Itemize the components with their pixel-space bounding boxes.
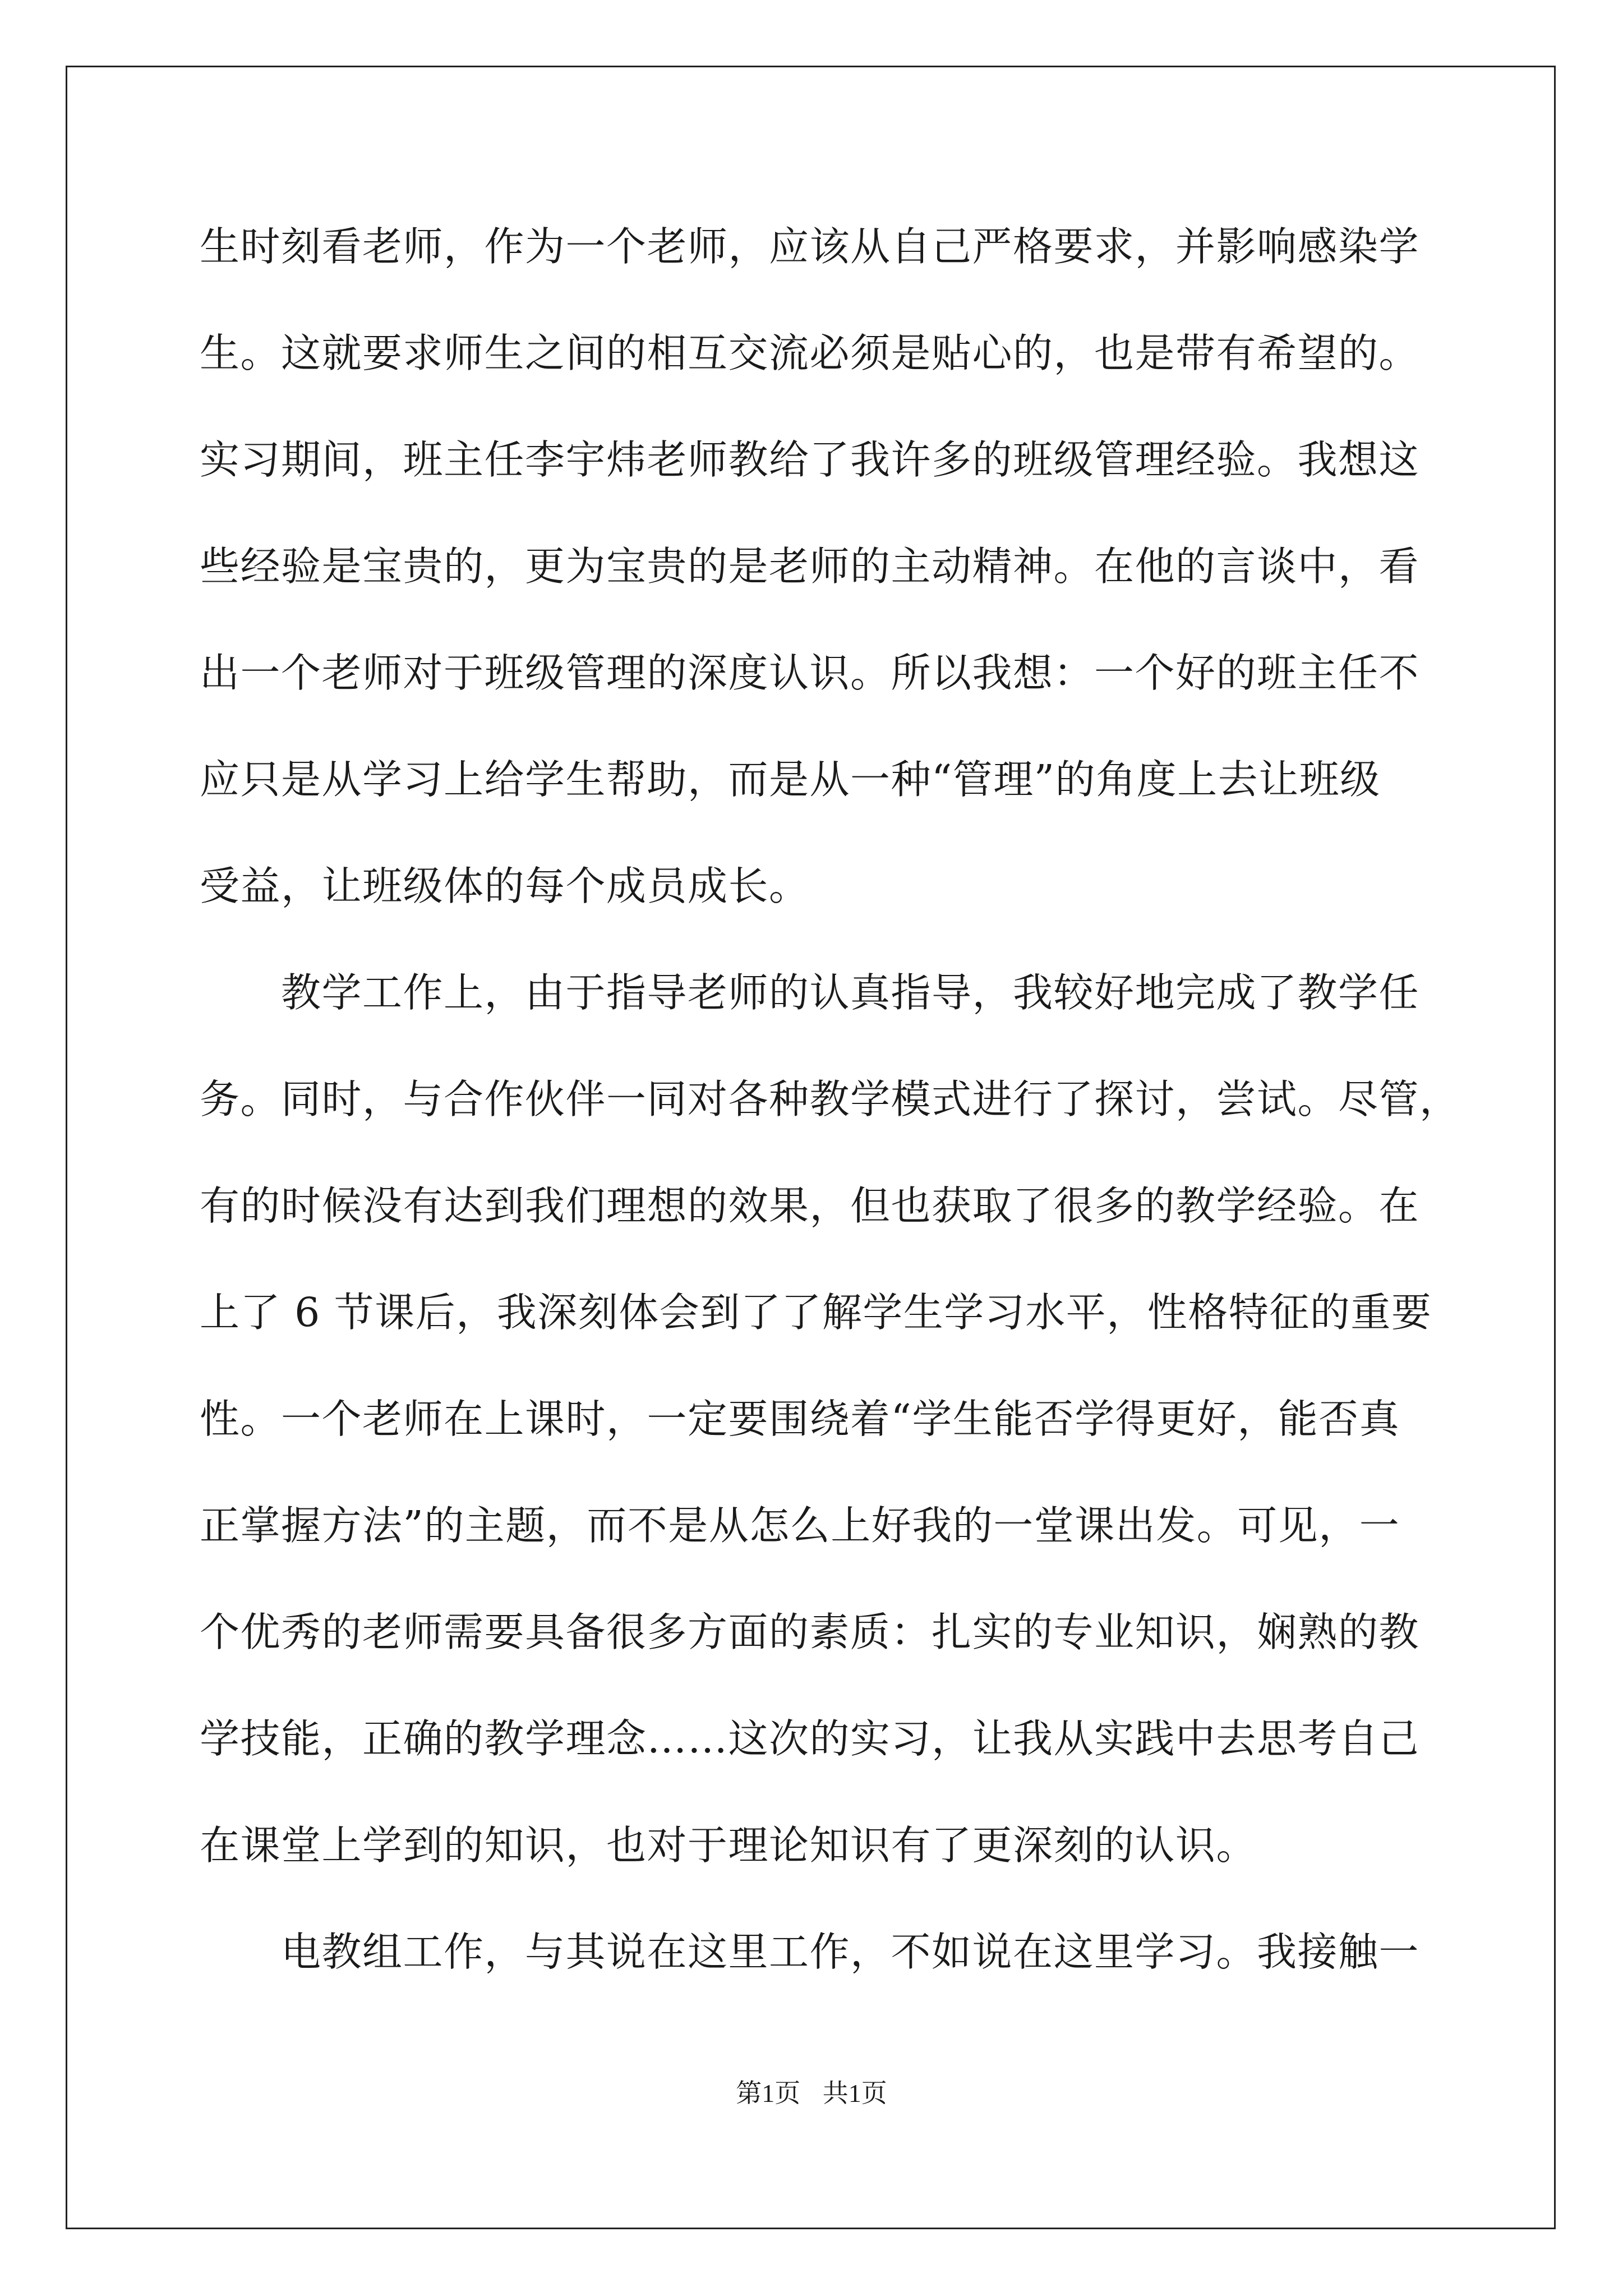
text-line: 学技能，正确的教学理念……这次的实习，让我从实践中去思考自己 — [200, 1715, 1420, 1762]
text-line: 教学工作上，由于指导老师的认真指导，我较好地完成了教学任 — [200, 969, 1420, 1016]
text-line: 有的时候没有达到我们理想的效果，但也获取了很多的教学经验。在 — [200, 1182, 1420, 1229]
page-footer — [0, 2073, 1623, 2110]
text-line: 个优秀的老师需要具备很多方面的素质：扎实的专业知识，娴熟的教 — [200, 1609, 1420, 1655]
text-line: 应只是从学习上给学生帮助，而是从一种“管理”的角度上去让班级 — [200, 756, 1381, 803]
text-line: 务。同时，与合作伙伴一同对各种教学模式进行了探讨，尝试。尽管， — [200, 1076, 1460, 1122]
text-line: 电教组工作，与其说在这里工作，不如说在这里学习。我接触一 — [200, 1929, 1420, 1975]
text-line: 性。一个老师在上课时，一定要围绕着“学生能否学得更好，能否真 — [200, 1396, 1400, 1442]
document-body — [200, 194, 1460, 2005]
total-pages-label: 共1页 — [822, 2079, 887, 2108]
text-line: 出一个老师对于班级管理的深度认识。所以我想：一个好的班主任不 — [200, 650, 1420, 696]
text-line: 实习期间，班主任李宇炜老师教给了我许多的班级管理经验。我想这 — [200, 436, 1420, 483]
text-line: 在课堂上学到的知识，也对于理论知识有了更深刻的认识。 — [200, 1822, 1257, 1869]
text-line: 生。这就要求师生之间的相互交流必须是贴心的，也是带有希望的。 — [200, 330, 1420, 376]
text-line: 生时刻看老师，作为一个老师，应该从自己严格要求，并影响感染学 — [200, 223, 1420, 270]
text-line: 正掌握方法”的主题，而不是从怎么上好我的一堂课出发。可见，一 — [200, 1502, 1400, 1549]
text-line: 些经验是宝贵的，更为宝贵的是老师的主动精神。在他的言谈中，看 — [200, 543, 1420, 590]
text-line: 受益，让班级体的每个成员成长。 — [200, 863, 810, 909]
current-page-label: 第1页 — [736, 2079, 801, 2108]
text-line: 上了 6 节课后，我深刻体会到了了解学生学习水平，性格特征的重要 — [200, 1289, 1432, 1336]
